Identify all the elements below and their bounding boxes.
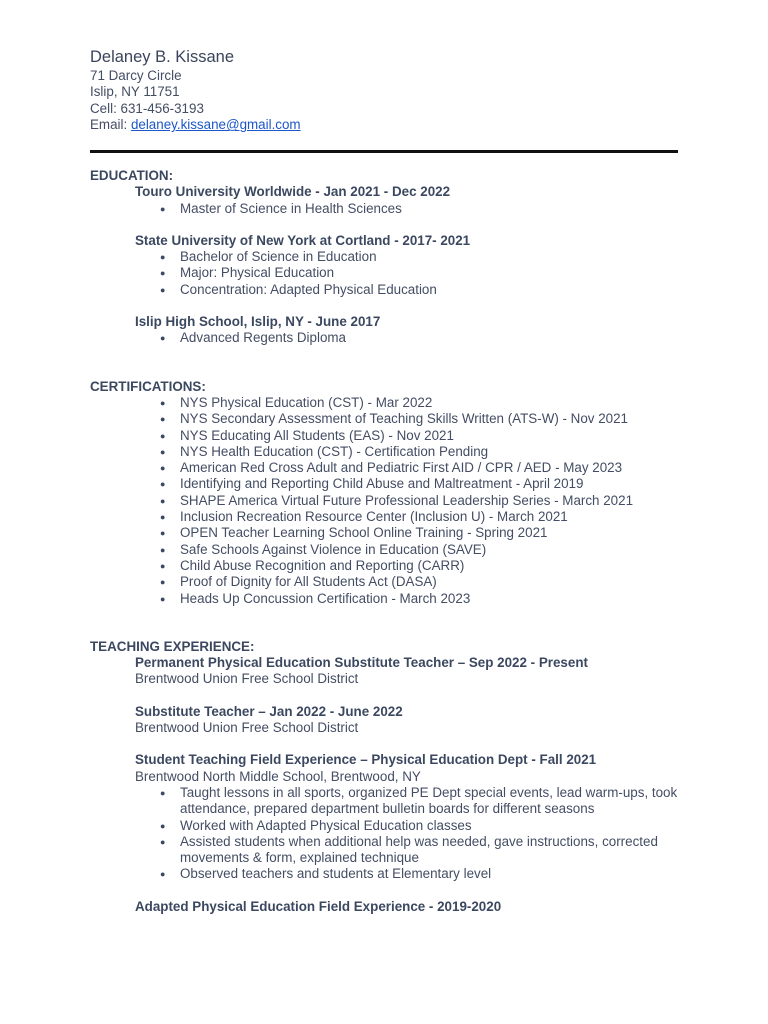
list-item: ● Child Abuse Recognition and Reporting (CARR) [158, 558, 690, 574]
list-item: ● Taught lessons in all sports, organized PE Dept special events, lead warm-ups, took attendance, prepared department bulletin boards for different seasons [158, 785, 690, 818]
experience-title: Permanent Physical Education Substitute Teacher – Sep 2022 - Present [135, 655, 588, 671]
certifications-heading: CERTIFICATIONS: [90, 378, 206, 394]
email-line [90, 117, 301, 133]
list-item: ● Safe Schools Against Violence in Education (SAVE) [158, 542, 690, 558]
experience-entry [90, 899, 690, 915]
list-item: ● OPEN Teacher Learning School Online Training - Spring 2021 [158, 525, 690, 541]
list-item: ● Worked with Adapted Physical Education classes [158, 818, 690, 834]
list-item: ● SHAPE America Virtual Future Professional Leadership Series - March 2021 [158, 493, 690, 509]
list-item: ● Heads Up Concussion Certification - March 2023 [158, 591, 690, 607]
experience-employer: Brentwood North Middle School, Brentwood, NY [135, 768, 421, 784]
education-bullets [90, 330, 690, 346]
list-item: ● Bachelor of Science in Education [158, 249, 690, 265]
education-entry-title: Touro University Worldwide - Jan 2021 - Dec 2022 [135, 184, 451, 200]
education-entry-title: Islip High School, Islip, NY - June 2017 [135, 314, 381, 330]
education-bullets [90, 249, 690, 298]
list-item: ● Identifying and Reporting Child Abuse and Maltreatment - April 2019 [158, 476, 690, 492]
header-divider [90, 150, 678, 153]
list-item: ● Inclusion Recreation Resource Center (Inclusion U) - March 2021 [158, 509, 690, 525]
experience-entry [90, 704, 690, 737]
contact-block [90, 68, 301, 134]
list-item: ● NYS Secondary Assessment of Teaching Skills Written (ATS-W) - Nov 2021 [158, 411, 690, 427]
education-entry [90, 314, 690, 330]
list-item: ● Observed teachers and students at Elementary level [158, 866, 690, 882]
certifications-list [90, 395, 690, 607]
education-heading: EDUCATION: [90, 168, 174, 183]
list-item: ● Assisted students when additional help was needed, gave instructions, corrected movements & form, explained technique [158, 834, 690, 867]
experience-entry [90, 655, 690, 688]
resume-body [90, 168, 690, 915]
address-line-2: Islip, NY 11751 [90, 84, 180, 100]
candidate-name: Delaney B. Kissane [90, 48, 234, 66]
experience-bullets [90, 785, 690, 883]
list-item: ● Advanced Regents Diploma [158, 330, 690, 346]
experience-employer: Brentwood Union Free School District [135, 671, 359, 687]
education-entry [90, 233, 690, 249]
list-item: ● NYS Health Education (CST) - Certification Pending [158, 444, 690, 460]
list-item: ● American Red Cross Adult and Pediatric First AID / CPR / AED - May 2023 [158, 460, 690, 476]
education-bullets [90, 201, 690, 217]
list-item: ● Major: Physical Education [158, 265, 690, 281]
cell-phone: Cell: 631-456-3193 [90, 100, 204, 116]
email-label: Email: [90, 117, 131, 133]
experience-employer: Brentwood Union Free School District [135, 720, 359, 736]
list-item: ● Master of Science in Health Sciences [158, 201, 690, 217]
education-entry-title: State University of New York at Cortland - 2017- 2021 [135, 232, 471, 248]
experience-title: Adapted Physical Education Field Experience - 2019-2020 [135, 898, 502, 914]
email-link[interactable]: delaney.kissane@gmail.com [130, 117, 301, 133]
list-item: ● NYS Educating All Students (EAS) - Nov 2021 [158, 428, 690, 444]
list-item: ● NYS Physical Education (CST) - Mar 2022 [158, 395, 690, 411]
education-entry [90, 184, 690, 200]
list-item: ● Concentration: Adapted Physical Education [158, 282, 690, 298]
experience-title: Student Teaching Field Experience – Physical Education Dept - Fall 2021 [135, 752, 597, 768]
experience-title: Substitute Teacher – Jan 2022 - June 2022 [135, 703, 403, 719]
address-line-1: 71 Darcy Circle [90, 68, 182, 83]
teaching-heading: TEACHING EXPERIENCE: [90, 638, 255, 654]
list-item: ● Proof of Dignity for All Students Act (DASA) [158, 574, 690, 590]
experience-entry [90, 752, 690, 785]
